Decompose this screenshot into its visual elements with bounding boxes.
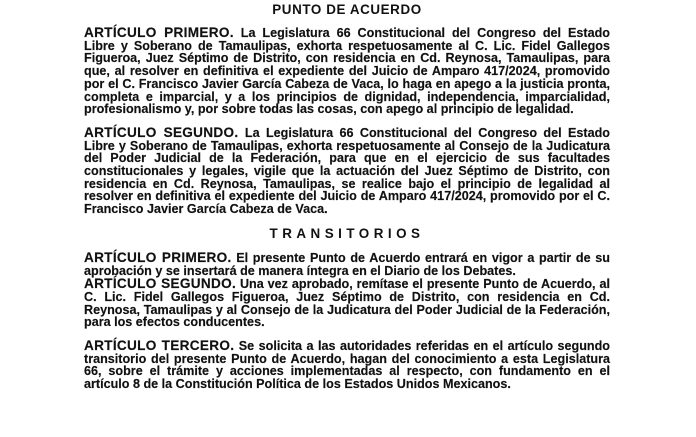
article-text: Una vez aprobado, remítase el presente Punto de Acuerdo, al C. Lic. Fidel Gallegos Figueroa, Juez Séptimo de Distrito, con residencia en Cd. Reynosa, Tamaulipas y al Consejo de la Judicatura del Poder Judicial de la Federación, para los efectos conducentes. — [84, 277, 610, 330]
article-lead: ARTÍCULO PRIMERO. — [84, 25, 234, 40]
punto-de-acuerdo-heading: PUNTO DE ACUERDO — [272, 2, 422, 17]
article-text: El presente Punto de Acuerdo entrará en vigor a partir de su aprobación y se insertará de manera íntegra en el Diario de los Debates. — [84, 250, 610, 278]
article-text: La Legislatura 66 Constitucional del Congreso del Estado Libre y Soberano de Tamaulipas, exhorta respetuosamente al Consejo de la Judicatura del Poder Judicial de la Federación, para que en el ejercicio de sus facultades constitucionales y legales, vigile que la actuación del Juez Séptimo de Distrito, con residencia en Cd. Reynosa, Tamaulipas, se realice bajo el principio de legalidad al resolver en definitiva el expediente del Juicio de Amparo 417/2024, promovido por el C. Francisco Javier García Cabeza de Vaca. — [84, 125, 610, 217]
document-page — [84, 0, 610, 402]
article-lead: ARTÍCULO SEGUNDO. — [84, 124, 239, 140]
transitorios-heading: TRANSITORIOS — [269, 225, 425, 241]
article-lead: ARTÍCULO PRIMERO. — [84, 249, 232, 265]
punto-articulo-segundo — [84, 124, 610, 217]
article-lead: ARTÍCULO TERCERO. — [84, 338, 235, 354]
punto-articulo-primero — [84, 27, 610, 116]
transitorio-articulo-tercero — [84, 340, 610, 391]
transitorio-articulo-primero — [84, 249, 610, 278]
article-text: Se solicita a las autoridades referidas en el artículo segundo transitorio del presente Punto de Acuerdo, hagan del conocimiento a esta Legislatura 66, sobre el trámite y acciones implementadas al respecto, con fundamento en el artículo 8 de la Constitución Política de los Estados Unidos Mexicanos. — [84, 339, 611, 392]
article-lead: ARTÍCULO SEGUNDO. — [84, 276, 237, 292]
article-text: La Legislatura 66 Constitucional del Congreso del Estado Libre y Soberano de Tamaulipas, exhorta respetuosamente al C. Lic. Fidel Gallegos Figueroa, Juez Séptimo de Distrito, con residencia en Cd. Reynosa, Tamaulipas, para que, al resolver en definitiva el expediente del Juicio de Amparo 417/2024, promovido por el C. Francisco Javier García Cabeza de Vaca, lo haga en apego a la justicia pronta, completa e imparcial, y a los principios de dignidad, independencia, imparcialidad, profesionalismo y, por sobre todas las cosas, con apego al principio de legalidad. — [84, 26, 610, 117]
transitorio-articulo-segundo — [84, 278, 610, 329]
